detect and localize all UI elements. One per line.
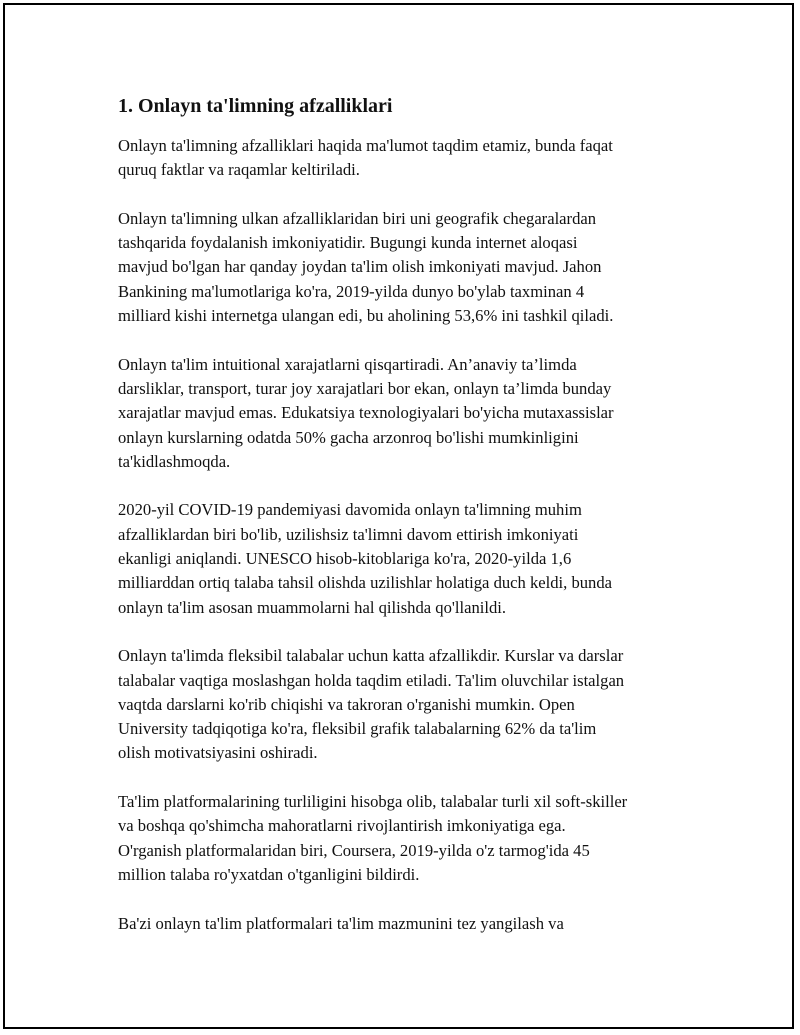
paragraph-line: onlayn kurslarning odatda 50% gacha arzonroq bo'lishi mumkinligini (118, 427, 579, 447)
paragraph-line: darsliklar, transport, turar joy xarajatlari bor ekan, onlayn ta’limda bunday (118, 378, 612, 398)
paragraph-line: University tadqiqotiga ko'ra, fleksibil grafik talabalarning 62% da ta'lim (118, 719, 597, 739)
paragraph (118, 207, 718, 328)
paragraph-line: million talaba ro'yxatdan o'tganligini bildirdi. (118, 864, 420, 884)
paragraph-line: va boshqa qo'shimcha mahoratlarni rivojlantirish imkoniyatiga ega. (118, 816, 566, 836)
paragraph-line: ekanligi aniqlandi. UNESCO hisob-kitoblariga ko'ra, 2020-yilda 1,6 (118, 549, 572, 569)
paragraph-line: vaqtda darslarni ko'rib chiqishi va takroran o'rganishi mumkin. Open (118, 694, 575, 714)
paragraph-line: talabalar vaqtiga moslashgan holda taqdim etiladi. Ta'lim oluvchilar istalgan (118, 670, 625, 690)
paragraph-line: Onlayn ta'limning afzalliklari haqida ma'lumot taqdim etamiz, bunda faqat (118, 136, 613, 155)
paragraph-line: milliard kishi internetga ulangan edi, bu aholining 53,6% ini tashkil qiladi. (118, 306, 614, 326)
paragraph-line: olish motivatsiyasini oshiradi. (118, 743, 318, 763)
paragraph-line: onlayn ta'lim asosan muammolarni hal qilishda qo'llanildi. (118, 597, 507, 617)
paragraph (118, 912, 718, 936)
paragraph (118, 353, 718, 474)
paragraph-line: Onlayn ta'limning ulkan afzalliklaridan biri uni geografik chegaralardan (118, 208, 597, 228)
document-body (118, 92, 718, 960)
paragraph (118, 498, 718, 619)
paragraph-line: xarajatlar mavjud emas. Edukatsiya texnologiyalari bo'yicha mutaxassislar (118, 403, 614, 423)
paragraph-line: 2020-yil COVID-19 pandemiyasi davomida onlayn ta'limning muhim (118, 500, 582, 520)
paragraph (118, 644, 718, 765)
paragraph-list (118, 134, 718, 936)
paragraph-line: tashqarida foydalanish imkoniyatidir. Bugungi kunda internet aloqasi (118, 233, 578, 253)
paragraph-line: Ta'lim platformalarining turliligini hisobga olib, talabalar turli xil soft-skiller (118, 792, 628, 812)
paragraph (118, 790, 718, 887)
paragraph-line: quruq faktlar va raqamlar keltiriladi. (118, 160, 360, 180)
paragraph-line: Onlayn ta'lim intuitional xarajatlarni qisqartiradi. An’anaviy ta’limda (118, 354, 577, 374)
section-heading: 1. Onlayn ta'limning afzalliklari (118, 95, 393, 117)
paragraph-line: Onlayn ta'limda fleksibil talabalar uchun katta afzallikdir. Kurslar va darslar (118, 646, 624, 666)
paragraph-line: Bankining ma'lumotlariga ko'ra, 2019-yilda dunyo bo'ylab taxminan 4 (118, 281, 585, 301)
paragraph-line: milliarddan ortiq talaba tahsil olishda uzilishlar holatiga duch keldi, bunda (118, 573, 613, 593)
paragraph-line: O'rganish platformalaridan biri, Coursera, 2019-yilda o'z tarmog'ida 45 (118, 840, 590, 860)
paragraph-line: afzalliklardan biri bo'lib, uzilishsiz ta'limni davom ettirish imkoniyati (118, 524, 579, 544)
paragraph-line: ta'kidlashmoqda. (118, 451, 231, 471)
paragraph-line: mavjud bo'lgan har qanday joydan ta'lim olish imkoniyati mavjud. Jahon (118, 257, 602, 277)
paragraph-line: Ba'zi onlayn ta'lim platformalari ta'lim mazmunini tez yangilash va (118, 913, 564, 933)
paragraph (118, 134, 718, 183)
